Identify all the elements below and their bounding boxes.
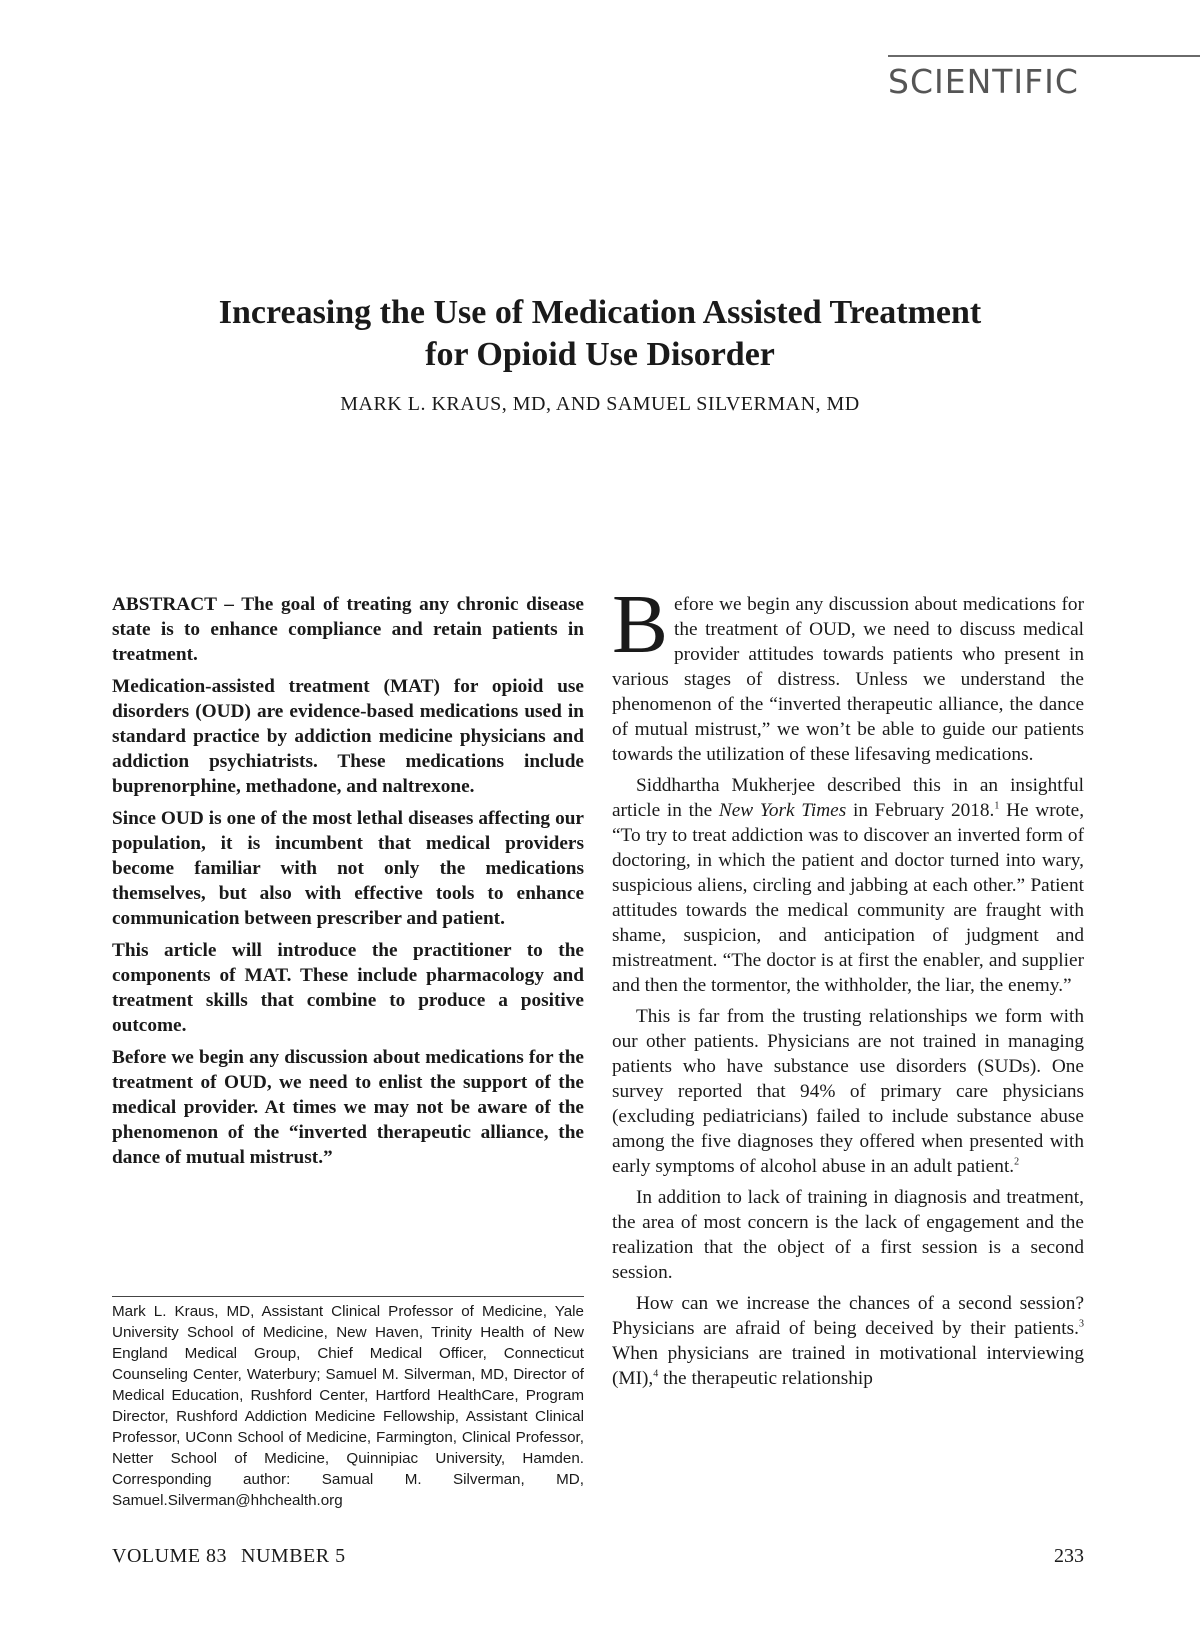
author-footnote: Mark L. Kraus, MD, Assistant Clinical Professor of Medicine, Yale University School of Medicine, New Haven, Trinity Health of New England Medical Group, Chief Medical Officer, Connecticut Counseling Center, Waterbury; Samuel M. Silverman, MD, Director of Medical Education, Rushford Center, Hartford HealthCare, Program Director, Rushford Addiction Medicine Fellowship, Assistant Clinical Professor, UConn School of Medicine, Farmington, Clinical Professor, Netter School of Medicine, Quinnipiac University, Hamden. Corresponding author: Samual M. Silverman, MD, Samuel.Silverman@hhchealth.org (112, 1303, 584, 1509)
reference-marker: 3 (1079, 1318, 1084, 1330)
body-text: This is far from the trusting relationships we form with our other patients. Physicians are not trained in managing patients who have substance use disorders (SUDs). One survey reported that 94% of primary care physicians (excluding pediatricians) failed to include substance abuse among the five diagnoses they offered when presented with early symptoms of alcohol abuse in an adult patient. (612, 1006, 1084, 1177)
header-rule (888, 55, 1200, 57)
volume-label: VOLUME 83 (112, 1545, 228, 1567)
abstract-column (112, 592, 584, 1177)
reference-marker: 1 (994, 800, 1000, 812)
publication-name: New York Times (718, 800, 847, 821)
body-text: How can we increase the chances of a second session? Physicians are afraid of being deceived by their patients. (612, 1293, 1084, 1339)
title-line-1: Increasing the Use of Medication Assisted Treatment (218, 294, 982, 331)
body-paragraph: In addition to lack of training in diagnosis and treatment, the area of most concern is the lack of engagement and the realization that the object of a first session is a second session. (612, 1187, 1084, 1283)
title-line-2: for Opioid Use Disorder (425, 336, 775, 373)
body-paragraph (612, 1291, 1084, 1391)
body-paragraph (612, 773, 1084, 998)
body-text: efore we begin any discussion about medications for the treatment of OUD, we need to discuss medical provider attitudes towards patients who present in various stages of distress. Unless we understand the phenomenon of the “inverted therapeutic alliance, the dance of mutual mistrust,” we won’t be able to guide our patients towards the utilization of these lifesaving medications. (612, 594, 1084, 765)
reference-marker: 2 (1014, 1156, 1020, 1168)
body-paragraph (612, 578, 1084, 767)
abstract-paragraph: ABSTRACT – The goal of treating any chronic disease state is to enhance compliance and retain patients in treatment. (112, 594, 584, 665)
body-paragraph (612, 1004, 1084, 1179)
body-column (612, 578, 1085, 1397)
article-authors: MARK L. KRAUS, MD, AND SAMUEL SILVERMAN, MD (340, 393, 860, 415)
footnote-rule (112, 1296, 584, 1297)
journal-issue (112, 1545, 360, 1568)
article-title (120, 292, 1080, 376)
abstract-paragraph: Before we begin any discussion about medications for the treatment of OUD, we need to enlist the support of the medical provider. At times we may not be aware of the phenomenon of the “inverted therapeutic alliance, the dance of mutual mistrust.” (112, 1047, 584, 1168)
body-text: When physicians are trained in motivational interviewing (MI), (612, 1343, 1084, 1389)
page-number: 233 (1054, 1545, 1084, 1567)
reference-marker: 4 (653, 1368, 659, 1380)
number-label: NUMBER 5 (241, 1545, 346, 1567)
body-text: He wrote, “To try to treat addiction was to discover an inverted form of doctoring, in which the patient and doctor turned into wary, suspicious aliens, circling and jabbing at each other.” Patient attitudes towards the medical community are fraught with shame, suspicion, and anticipation of judgment and mistreatment. “The doctor is at first the enabler, and supplier and then the tormentor, the withholder, the liar, the enemy.” (612, 800, 1085, 996)
drop-cap: B (612, 578, 669, 671)
abstract-paragraph: Since OUD is one of the most lethal diseases affecting our population, it is incumbent that medical providers become familiar with not only the medications themselves, but also with effective tools to enhance communication between prescriber and patient. (112, 808, 584, 929)
abstract-paragraph: This article will introduce the practitioner to the components of MAT. These include pharmacology and treatment skills that combine to produce a positive outcome. (112, 940, 584, 1036)
section-label: SCIENTIFIC (888, 62, 1079, 101)
body-text: Siddhartha Mukherjee described this in an insightful article in the (612, 775, 1084, 821)
body-text: in February 2018. (852, 800, 995, 821)
body-text: the therapeutic relationship (663, 1368, 873, 1389)
abstract-paragraph: Medication-assisted treatment (MAT) for opioid use disorders (OUD) are evidence-based medications used in standard practice by addiction medicine physicians and addiction psychiatrists. These medications include buprenorphine, methadone, and naltrexone. (112, 676, 584, 797)
